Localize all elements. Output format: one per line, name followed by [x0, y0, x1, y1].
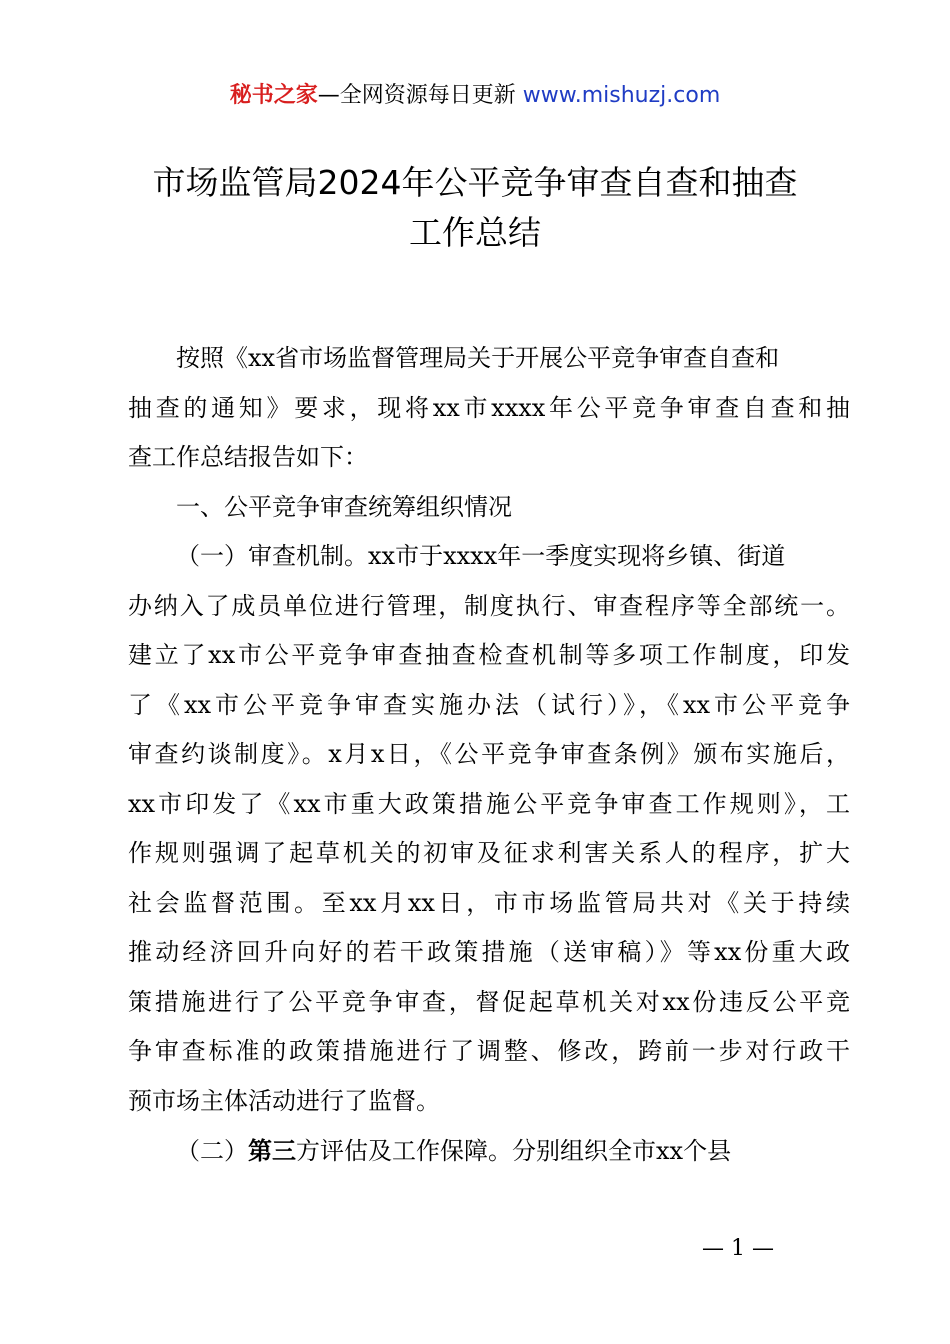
body-line: 抽查的通知》要求，现将xx市xxxx年公平竞争审查自查和抽: [128, 393, 850, 422]
body-line: （一）审查机制。xx市于xxxx年一季度实现将乡镇、街道: [176, 542, 786, 570]
page-number: — 1 —: [702, 1236, 774, 1261]
document-title: [0, 158, 950, 258]
body-line: 争审查标准的政策措施进行了调整、修改，跨前一步对行政干: [128, 1037, 850, 1065]
site-url-link[interactable]: www.mishuzj.com: [522, 83, 721, 108]
site-slogan: —全网资源每日更新: [317, 83, 516, 108]
subsection-prefix: （二）: [176, 1137, 248, 1165]
body-line: 推动经济回升向好的若干政策措施（送审稿）》等xx份重大政: [128, 938, 850, 966]
body-line: 办纳入了成员单位进行管理，制度执行、审查程序等全部统一。: [128, 591, 850, 620]
body-line: 了《xx市公平竞争审查实施办法（试行）》，《xx市公平竞争: [128, 690, 850, 719]
site-header: [0, 80, 950, 112]
body-line: xx市印发了《xx市重大政策措施公平竞争审查工作规则》，工: [128, 789, 850, 818]
body-line: 策措施进行了公平竞争审查，督促起草机关对xx份违反公平竞: [128, 987, 850, 1016]
body-line: 审查约谈制度》。x月x日，《公平竞争审查条例》颁布实施后，: [128, 740, 850, 768]
body-line: 查工作总结报告如下：: [128, 443, 368, 471]
section-heading: 一、公平竞争审查统筹组织情况: [176, 492, 512, 521]
body-line: 作规则强调了起草机关的初审及征求利害关系人的程序，扩大: [128, 839, 850, 867]
body-line: 社会监督范围。至xx月xx日，市市场监管局共对《关于持续: [128, 888, 850, 917]
title-line: 工作总结: [409, 213, 541, 252]
body-line: [128, 1126, 850, 1176]
emphasis-text: 第三: [248, 1136, 296, 1165]
document-body: [128, 334, 850, 1176]
site-brand: 秘书之家: [229, 83, 318, 108]
body-line: 按照《xx省市场监督管理局关于开展公平竞争审查自查和: [176, 344, 780, 372]
body-line: 预市场主体活动进行了监督。: [128, 1086, 440, 1115]
body-line: 建立了xx市公平竞争审查抽查检查机制等多项工作制度，印发: [128, 641, 850, 669]
body-line-rest: 方评估及工作保障。分别组织全市xx个县: [296, 1137, 732, 1165]
title-line: 市场监管局2024年公平竞争审查自查和抽查: [152, 163, 798, 202]
